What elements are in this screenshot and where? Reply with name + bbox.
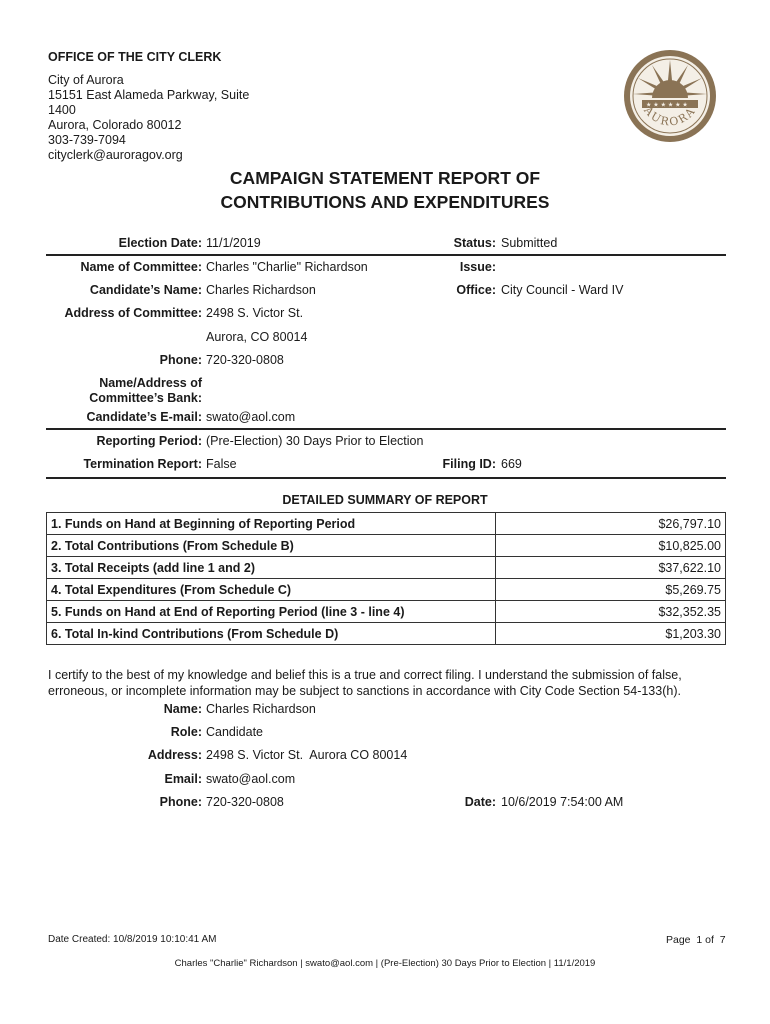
office-heading: OFFICE OF THE CITY CLERK — [48, 50, 222, 64]
filing-id-label: Filing ID: — [442, 457, 496, 471]
summary-row-label: 1. Funds on Hand at Beginning of Reporting Period — [47, 513, 496, 535]
svg-text:AURORA: AURORA — [641, 104, 699, 129]
office-label: Office: — [456, 283, 496, 297]
phone-value: 720-320-0808 — [206, 353, 284, 367]
title-line: CAMPAIGN STATEMENT REPORT OF — [229, 168, 541, 188]
signer-name-value: Charles Richardson — [206, 702, 316, 716]
election-date-label: Election Date: — [118, 236, 202, 250]
office-address — [48, 73, 278, 163]
committee-address-label: Address of Committee: — [64, 306, 202, 320]
status-label: Status: — [453, 236, 496, 250]
divider — [46, 254, 726, 256]
signer-role-value: Candidate — [206, 725, 263, 739]
bank-label-line: Committee’s Bank: — [89, 391, 202, 405]
candidate-email-value: swato@aol.com — [206, 410, 296, 424]
summary-table — [46, 512, 726, 645]
candidate-name-value: Charles Richardson — [206, 283, 316, 297]
table-row — [47, 601, 726, 623]
election-date-value: 11/1/2019 — [206, 236, 261, 250]
summary-row-label: 6. Total In-kind Contributions (From Schedule D) — [47, 623, 496, 645]
address-line: cityclerk@auroragov.org — [48, 148, 183, 162]
table-row — [47, 579, 726, 601]
summary-title: DETAILED SUMMARY OF REPORT — [282, 493, 488, 507]
table-row — [47, 623, 726, 645]
signer-email-value: swato@aol.com — [206, 772, 296, 786]
candidate-name-label: Candidate’s Name: — [89, 283, 202, 297]
summary-row-amount: $10,825.00 — [496, 535, 726, 557]
committee-name-value: Charles "Charlie" Richardson — [206, 260, 368, 274]
reporting-period-value: (Pre-Election) 30 Days Prior to Election — [206, 434, 424, 448]
summary-row-label: 5. Funds on Hand at End of Reporting Period (line 3 - line 4) — [47, 601, 496, 623]
table-row — [47, 513, 726, 535]
filing-id-value: 669 — [501, 457, 522, 471]
title-line: CONTRIBUTIONS AND EXPENDITURES — [220, 192, 550, 212]
address-line: 1400 — [48, 103, 76, 117]
certification-text: I certify to the best of my knowledge and belief this is a true and correct filing. I understand the submission of false, erroneous, or incomplete information may be subject to sanctions in accordance with City Code Section 54-133(h). — [48, 668, 682, 698]
reporting-period-label: Reporting Period: — [96, 434, 202, 448]
summary-row-amount: $5,269.75 — [496, 579, 726, 601]
committee-address-line-1: 2498 S. Victor St. — [206, 306, 304, 320]
bank-label — [42, 376, 202, 406]
summary-row-label: 4. Total Expenditures (From Schedule C) — [47, 579, 496, 601]
bank-label-line: Name/Address of — [99, 376, 202, 390]
committee-address-line-2: Aurora, CO 80014 — [206, 330, 308, 344]
signed-date-value: 10/6/2019 7:54:00 AM — [501, 795, 624, 809]
city-seal-logo — [622, 48, 718, 144]
signed-date-label: Date: — [464, 795, 496, 809]
signer-address-label: Address: — [147, 748, 202, 762]
summary-row-amount: $26,797.10 — [496, 513, 726, 535]
address-line: 15151 East Alameda Parkway, Suite — [48, 88, 250, 102]
signer-name-label: Name: — [163, 702, 202, 716]
summary-row-amount: $1,203.30 — [496, 623, 726, 645]
summary-row-amount: $37,622.10 — [496, 557, 726, 579]
table-row — [47, 557, 726, 579]
committee-name-label: Name of Committee: — [80, 260, 202, 274]
status-value: Submitted — [501, 236, 558, 250]
signer-role-label: Role: — [170, 725, 202, 739]
summary-row-label: 2. Total Contributions (From Schedule B) — [47, 535, 496, 557]
signer-phone-label: Phone: — [159, 795, 202, 809]
divider — [46, 477, 726, 479]
page-number: Page 1 of 7 — [666, 934, 726, 946]
footer-summary: Charles "Charlie" Richardson | swato@aol.com | (Pre-Election) 30 Days Prior to Election | 11/1/2019 — [174, 958, 596, 969]
address-line: City of Aurora — [48, 73, 124, 87]
summary-row-label: 3. Total Receipts (add line 1 and 2) — [47, 557, 496, 579]
office-value: City Council - Ward IV — [501, 283, 624, 297]
signer-email-label: Email: — [164, 772, 202, 786]
termination-report-label: Termination Report: — [83, 457, 202, 471]
report-title — [0, 166, 770, 214]
phone-label: Phone: — [159, 353, 202, 367]
candidate-email-label: Candidate’s E-mail: — [86, 410, 202, 424]
issue-label: Issue: — [459, 260, 496, 274]
date-created: Date Created: 10/8/2019 10:10:41 AM — [48, 934, 217, 945]
address-line: 303-739-7094 — [48, 133, 126, 147]
signer-phone-value: 720-320-0808 — [206, 795, 284, 809]
svg-text:★ ★ ★ ★ ★ ★: ★ ★ ★ ★ ★ ★ — [646, 101, 688, 109]
address-line: Aurora, Colorado 80012 — [48, 118, 182, 132]
termination-report-value: False — [206, 457, 237, 471]
signer-address-value: 2498 S. Victor St. Aurora CO 80014 — [206, 748, 408, 762]
divider — [46, 428, 726, 430]
table-row — [47, 535, 726, 557]
summary-row-amount: $32,352.35 — [496, 601, 726, 623]
